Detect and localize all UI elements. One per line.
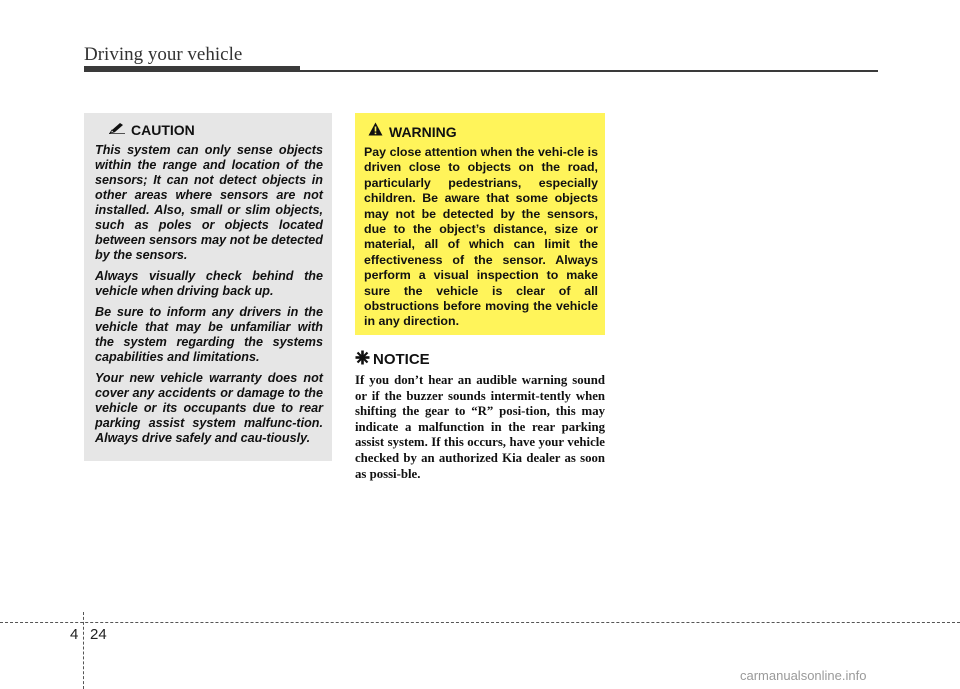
footer-vertical-divider bbox=[83, 612, 84, 689]
caution-paragraph: This system can only sense objects within the range and location of the sensors; It can not detect objects in other areas where sensors are not installed. Also, small or slim objects, such as poles or objects located between sensors may not be detected by the sensors. bbox=[95, 143, 323, 262]
caution-title: CAUTION bbox=[131, 122, 195, 138]
caution-box bbox=[84, 113, 332, 461]
header-title: Driving your vehicle bbox=[84, 44, 243, 65]
warning-text: Pay close attention when the vehi-cle is driven close to objects on the road, particularly pedestrians, especially children. Be aware that some objects may not be detected by the sensors, due to the object’s distance, size or material, all of which can limit the effectiveness of the sensor. Always perform a visual inspection to make sure the vehicle is clear of all obstructions before moving the vehicle in any direction. bbox=[364, 145, 598, 329]
caution-paragraph: Your new vehicle warranty does not cover any accidents or damage to the vehicle or its occupants due to rear parking assist system malfunc-tion. Always drive safely and cau-tiously. bbox=[95, 371, 323, 445]
caution-paragraph: Always visually check behind the vehicle when driving back up. bbox=[95, 269, 323, 298]
page-section-number: 4 bbox=[70, 626, 79, 643]
warning-header bbox=[368, 122, 598, 141]
caution-paragraph: Be sure to inform any drivers in the vehicle that may be unfamiliar with the system regarding the systems capabilities and limitations. bbox=[95, 305, 323, 364]
watermark-text: carmanualsonline.info bbox=[740, 668, 867, 683]
warning-box bbox=[355, 113, 605, 335]
page-number: 24 bbox=[90, 626, 107, 643]
warning-triangle-icon bbox=[368, 122, 383, 141]
notice-title: NOTICE bbox=[373, 351, 430, 368]
notice-header bbox=[355, 350, 605, 369]
header-rule-thin bbox=[300, 70, 878, 72]
notice-section bbox=[355, 350, 605, 482]
warning-title: WARNING bbox=[389, 123, 457, 140]
pencil-icon bbox=[109, 121, 125, 139]
notice-star-icon bbox=[355, 350, 370, 369]
footer-divider bbox=[0, 622, 960, 623]
notice-text: If you don’t hear an audible warning sound or if the buzzer sounds intermit-tently when shifting the gear to “R” posi-tion, this may indicate a malfunction in the rear parking assist system. If this occurs, have your vehicle checked by an authorized Kia dealer as soon as possi-ble. bbox=[355, 373, 605, 481]
header-rule-thick bbox=[84, 66, 300, 72]
caution-header bbox=[109, 121, 323, 139]
